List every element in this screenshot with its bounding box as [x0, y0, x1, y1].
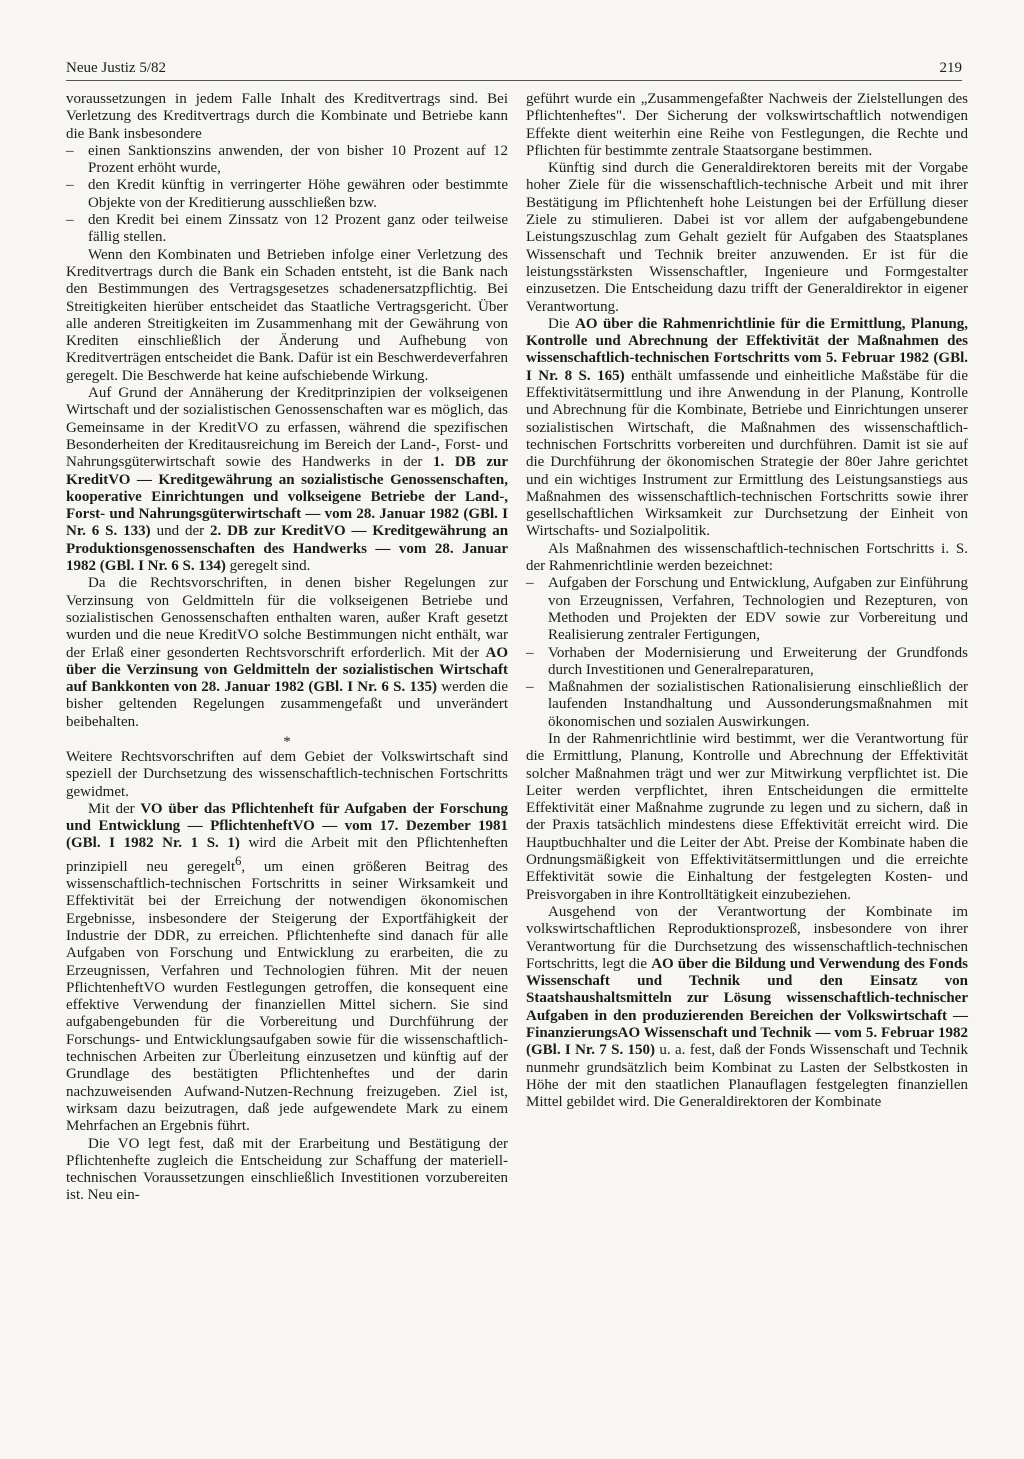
- page-number: 219: [939, 60, 962, 76]
- list-item: – Vorhaben der Modernisierung und Erweiterung der Grundfonds durch Investitionen und Generalreparaturen,: [526, 645, 968, 680]
- paragraph: geführt wurde ein „Zusammengefaßter Nachweis der Zielstellungen des Pflichtenheftes". Der Sicherung der volkswirtschaftlich notwendigen Effekte dient weiterhin eine Reihe von Festlegungen, die Rechte und Pflichten für bestimmte zentrale Staatsorgane bestimmen.: [526, 91, 968, 159]
- paragraph: Als Maßnahmen des wissenschaftlich-technischen Fortschritts i. S. der Rahmenrichtlinie werden bezeichnet:: [526, 540, 968, 575]
- text-run: wird die Arbeit mit den Pflichtenheften prinzipiell neu geregelt: [66, 835, 509, 875]
- text-run: Da die Rechtsvorschriften, in denen bisher Regelungen zur Verzinsung von Geldmitteln für die volkseigenen Betriebe und sozialistischen Genossenschaften enthalten waren, außer Kraft gesetzt wurden und die neue KreditVO solche Bestimmungen nicht enthält, war der Erlaß einer gesonderten Rechtsvorschrift erforderlich. Mit der: [66, 575, 508, 661]
- paragraph: [526, 904, 968, 1112]
- footnote-marker: 6: [235, 853, 242, 868]
- bullet-list: [526, 575, 968, 731]
- legal-reference: 2. DB zur KreditVO — Kreditgewährung an Produktionsgenossenschaften des Handwerks — vom 28. Januar 1982 (GBl. I Nr. 6 S. 134): [66, 523, 509, 575]
- journal-issue: Neue Justiz 5/82: [66, 60, 166, 76]
- left-column: [66, 91, 508, 1205]
- text-run: Die: [548, 315, 570, 332]
- paragraph: Weitere Rechtsvorschriften auf dem Gebiet der Volkswirtschaft sind speziell der Durchsetzung des wissenschaftlich-technischen Fortschritts gewidmet.: [66, 748, 508, 800]
- paragraph: Künftig sind durch die Generaldirektoren bereits mit der Vorgabe hoher Ziele für die wissenschaftlich-technische Arbeit und mit ihrer Bestätigung im Pflichtenheft hohe Leistungen bei der Erfüllung dieser Ziele zu stimulieren. Dabei ist vor allem der aufgabengebundene Leistungszuschlag zum Gehalt gezielt für Aufgaben des Staatsplanes Wissenschaft und Technik breiter anzuwenden. Er ist für die leistungsstärksten Wissenschaftler, Ingenieure und Formgestalter einzusetzen. Die Entscheidung dazu trifft der Generaldirektor in eigener Verantwortung.: [526, 160, 968, 315]
- list-item: – den Kredit künftig in verringerter Höhe gewähren oder bestimmte Objekte von der Kreditierung ausschließen bzw.: [66, 177, 508, 212]
- paragraph: Wenn den Kombinaten und Betrieben infolge einer Verletzung des Kreditvertrags durch die Bank ein Schaden entsteht, ist die Bank nach den Bestimmungen des Vertragsgesetzes schadenersatzpflichtig. Bei Streitigkeiten hierüber entscheidet das Staatliche Vertragsgericht. Über alle anderen Streitigkeiten im Zusammenhang mit der Gewährung von Krediten einschließlich der Änderung und Aufhebung von Kreditverträgen entscheidet die Bank. Dafür ist ein Beschwerdeverfahren geregelt. Die Beschwerde hat keine aufschiebende Wirkung.: [66, 246, 508, 384]
- paragraph: voraussetzungen in jedem Falle Inhalt des Kreditvertrags sind. Bei Verletzung des Kreditvertrags durch die Kombinate und Betriebe kann die Bank insbesondere: [66, 91, 508, 142]
- text-run: werden die bisher geltenden Regelungen zusammengefaßt und unverändert beibehalten.: [66, 679, 509, 730]
- text-run: Auf Grund der Annäherung der Kreditprinzipien der volkseigenen Wirtschaft und der sozialistischen Genossenschaften war es möglich, das Gemeinsame in der KreditVO zu erfassen, während die spezifischen Besonderheiten der Kreditausreichung im Bereich der Land-, Forst- und Nahrungsgüterwirtschaft sowie des Handwerks in der: [66, 385, 508, 471]
- paragraph: In der Rahmenrichtlinie wird bestimmt, wer die Verantwortung für die Ermittlung, Planung, Kontrolle und Abrechnung der Effektivität solcher Maßnahmen trägt und wer zur Mitwirkung verpflichtet ist. Die Leiter werden verpflichtet, ihren Entscheidungen die ermittelte Effektivität einer Maßnahme zugrunde zu legen und zu sichern, daß in der Praxis tatsächlich mindestens diese Effektivität erreicht wird. Die Hauptbuchhalter und die Leiter der Abt. Preise der Kombinate haben die Ordnungsmäßigkeit von Effektivitätsermittlungen und die erreichte Effektivität sowie die Einhaltung der festgelegten Kosten- und Preisvorgaben in ihre Kontrolltätigkeit einzubeziehen.: [526, 730, 968, 903]
- right-column: [526, 91, 968, 1112]
- text-run: und der: [156, 523, 205, 540]
- paragraph: Die VO legt fest, daß mit der Erarbeitung und Bestätigung der Pflichtenhefte zugleich die Entscheidung zur Schaffung der materiell-technischen Voraussetzungen einschließlich Investitionen vorzubereiten ist. Neu ein-: [66, 1135, 508, 1204]
- text-run: enthält umfassende und einheitliche Maßstäbe für die Effektivitätsermittlung und ihre Anwendung in der Planung, Kontrolle und Abrechnung für die Kombinate, Betriebe und Einrichtungen unserer sozialistischen Wirtschaft, die Maßnahmen des wissenschaftlich-technischen Fortschritts vorbereiten und durchführen. Damit ist sie auf die Durchführung der ökonomischen Strategie der 80er Jahre gerichtet und ein wichtiges Instrument zur Ermittlung des Leistungsanstiegs aus Maßnahmen des wissenschaftlich-technischen Fortschritts sowie ihrer gesellschaftlichen Wirksamkeit zur Durchsetzung der Einheit von Wirtschafts- und Sozialpolitik.: [526, 367, 969, 540]
- text-run: , um einen größeren Beitrag des wissenschaftlich-technischen Fortschritts in seiner Wirksamkeit und Effektivität bei der Erreichung der notwendigen ökonomischen Ergebnisse, insbesondere der Steigerung der Exportfähigkeit der Industrie der DDR, zu erreichen. Pflichtenhefte sind danach für alle Aufgaben von Forschung und Entwicklung zu erarbeiten, die zu Erzeugnissen, Verfahren und Technologien führen. Mit der neuen PflichtenheftVO wurden Festlegungen getroffen, die konsequent eine effektive Verwendung der finanziellen Mittel sichern. Sie sind aufgabengebunden für die Vorbereitung und Durchführung der Forschungs- und Entwicklungsaufgaben sowie für die wissenschaftlich-technischen Arbeiten zur Überleitung einzusetzen und künftig auf der Grundlage des bestätigten Pflichtenheftes und der darin nachzuweisenden Aufwand-Nutzen-Rechnung freizugeben. Ziel ist, wirksam dazu beizutragen, daß jede aufgewendete Mark zu einem Mehrfachen an Ergebnis führt.: [66, 858, 508, 1135]
- legal-reference: AO über die Bildung und Verwendung des Fonds Wissenschaft und Technik und den Einsatz von Staatshaushaltsmitteln zur Lösung wissenschaftlich-technischer Aufgaben in den produzierenden Bereichen der Volkswirtschaft — FinanzierungsAO Wissenschaft und Technik — vom 5. Februar 1982 (GBl. I Nr. 7 S. 150): [526, 955, 969, 1059]
- paragraph: [526, 316, 968, 541]
- section-separator: *: [283, 733, 291, 750]
- text-run: geregelt sind.: [229, 558, 311, 575]
- legal-reference: AO über die Verzinsung von Geldmitteln der sozialistischen Wirtschaft auf Bankkonten von 28. Januar 1982 (GBl. I Nr. 6 S. 135): [66, 644, 509, 696]
- legal-reference: AO über die Rahmenrichtlinie für die Ermittlung, Planung, Kontrolle und Abrechnung der Effektivität der Maßnahmen des wissenschaftlich-technischen Fortschritts vom 5. Februar 1982 (GBl. I Nr. 8 S. 165): [526, 315, 969, 384]
- paragraph: [66, 575, 508, 731]
- text-run: Ausgehend von der Verantwortung der Kombinate im volkswirtschaftlichen Reproduktionsprozeß, insbesondere von ihrer Verantwortung für die Durchsetzung des wissenschaftlich-technischen Fortschritts, legt die: [526, 903, 968, 972]
- bullet-list: [66, 143, 508, 247]
- list-item: – einen Sanktionszins anwenden, der von bisher 10 Prozent auf 12 Prozent erhöht wurde,: [66, 143, 508, 178]
- list-item: – den Kredit bei einem Zinssatz von 12 Prozent ganz oder teilweise fällig stellen.: [66, 212, 508, 247]
- paragraph: [66, 801, 508, 1136]
- list-item: – Maßnahmen der sozialistischen Rationalisierung einschließlich der laufenden Instandhaltung und Aussonderungsmaßnahmen mit ökonomischen und sozialen Auswirkungen.: [526, 679, 968, 731]
- text-run: Mit der: [88, 800, 135, 817]
- paragraph: [66, 385, 508, 575]
- text-run: u. a. fest, daß der Fonds Wissenschaft und Technik nunmehr grundsätzlich beim Kombinat zu Lasten der Selbstkosten in Höhe der mit den staatlichen Planauflagen festgelegten finanziellen Mittel gebildet wird. Die Generaldirektoren der Kombinate: [526, 1042, 969, 1111]
- list-item: – Aufgaben der Forschung und Entwicklung, Aufgaben zur Einführung von Erzeugnissen, Verfahren, Technologien und Rezepturen, von Methoden und Projekten der EDV sowie zur Vorbereitung und Realisierung zentraler Fertigungen,: [526, 575, 968, 644]
- page-header: [66, 50, 962, 81]
- legal-reference: 1. DB zur KreditVO — Kreditgewährung an sozialistische Genossenschaften, kooperative Einrichtungen und volkseigene Betriebe der Land-, Forst- und Nahrungsgüterwirtschaft — vom 28. Januar 1982 (GBl. I Nr. 6 S. 133): [66, 454, 508, 540]
- legal-reference: VO über das Pflichtenheft für Aufgaben der Forschung und Entwicklung — PflichtenheftVO — vom 17. Dezember 1981 (GBl. I 1982 Nr. 1 S. 1): [66, 800, 509, 852]
